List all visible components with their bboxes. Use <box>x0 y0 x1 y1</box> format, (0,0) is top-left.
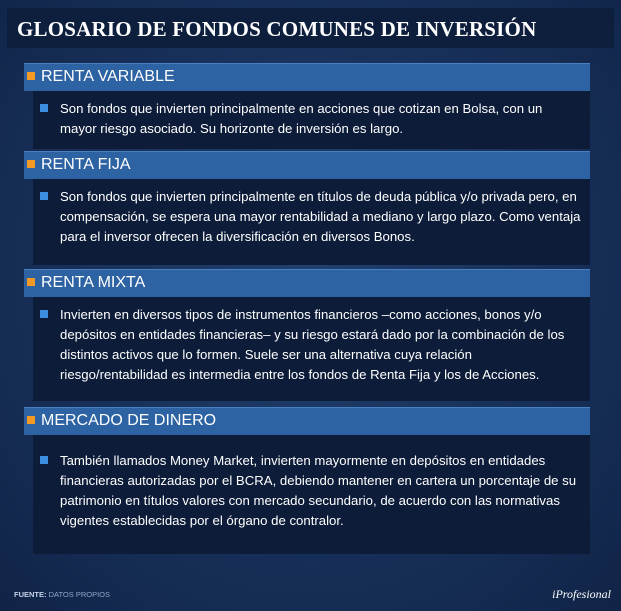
section-text: Invierten en diversos tipos de instrumentos financieros –como acciones, bonos y/o depósitos en entidades financieras– y su riesgo estará dado por la combinación de los distintos activos que lo formen. Suele ser una alternativa cuya relación riesgo/rentabilidad es intermedia entre los fondos de Renta Fija y los de Acciones. <box>60 307 565 382</box>
section-heading: RENTA FIJA <box>41 156 131 173</box>
blue-square-icon <box>40 104 48 112</box>
blue-square-icon <box>40 310 48 318</box>
section-header-mercado-de-dinero <box>24 407 590 435</box>
section-text: Son fondos que invierten principalmente en títulos de deuda pública y/o privada pero, en compensación, se espera una mayor rentabilidad a mediano y largo plazo. Como ventaja para el inversor ofrecen la diversificación en diversos Bonos. <box>60 189 581 244</box>
section-header-renta-fija <box>24 151 590 179</box>
orange-square-icon <box>27 416 35 424</box>
orange-square-icon <box>27 160 35 168</box>
section-heading: RENTA MIXTA <box>41 274 146 291</box>
section-header-renta-mixta <box>24 269 590 297</box>
section-heading: RENTA VARIABLE <box>41 68 175 85</box>
section-text: También llamados Money Market, invierten mayormente en depósitos en entidades financieras autorizadas por el BCRA, debiendo mantener en cartera un porcentaje de su patrimonio en títulos valores con mercado secundario, de acuerdo con las normativas vigentes establecidas por el órgano de contralor. <box>60 453 577 528</box>
section-heading: MERCADO DE DINERO <box>41 412 217 429</box>
source-value: DATOS PROPIOS <box>48 590 110 599</box>
section-body-renta-fija <box>33 179 590 265</box>
section-body-renta-variable <box>33 91 590 149</box>
section-body-renta-mixta <box>33 297 590 401</box>
brand-logo: iProfesional <box>552 587 611 601</box>
blue-square-icon <box>40 192 48 200</box>
section-text: Son fondos que invierten principalmente en acciones que cotizan en Bolsa, con un mayor riesgo asociado. Su horizonte de inversión es largo. <box>60 101 543 136</box>
orange-square-icon <box>27 278 35 286</box>
orange-square-icon <box>27 72 35 80</box>
source-label: FUENTE: <box>14 590 47 599</box>
section-body-mercado-de-dinero <box>33 435 590 554</box>
blue-square-icon <box>40 456 48 464</box>
page-title: GLOSARIO DE FONDOS COMUNES DE INVERSIÓN <box>17 17 537 41</box>
section-header-renta-variable <box>24 63 590 91</box>
title-bar <box>7 8 614 48</box>
source-note <box>14 590 110 599</box>
